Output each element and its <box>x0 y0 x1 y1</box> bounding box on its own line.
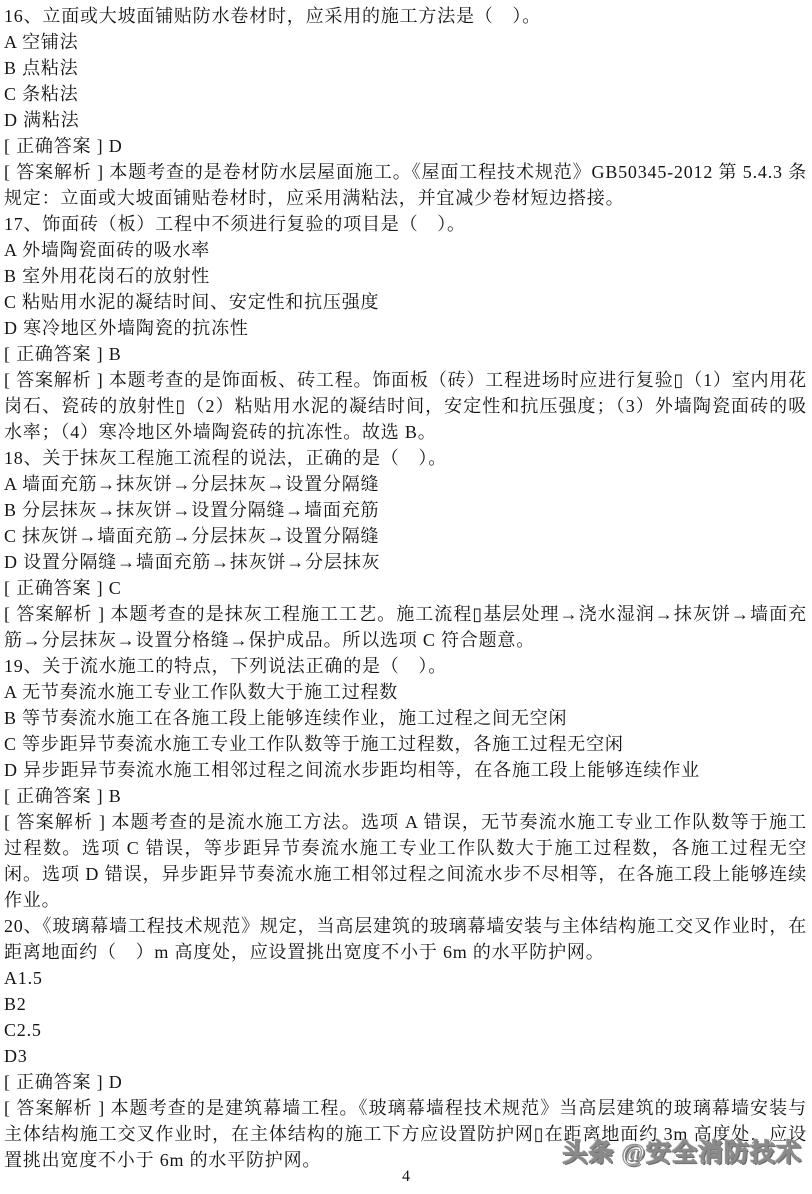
option-b: B 分层抹灰→抹灰饼→设置分隔缝→墙面充筋 <box>4 500 380 520</box>
question-block-18 <box>4 445 807 653</box>
option-a: A 空铺法 <box>4 32 79 52</box>
option-b: B 点粘法 <box>4 58 79 78</box>
option-a: A1.5 <box>4 968 43 988</box>
toutiao-watermark: 头条 @安全消防技术 <box>562 1140 802 1167</box>
option-d: D 满粘法 <box>4 110 80 130</box>
option-c: C 抹灰饼→墙面充筋→分层抹灰→设置分隔缝 <box>4 526 380 546</box>
correct-answer-line: [ 正确答案 ] B <box>4 344 122 364</box>
answer-analysis: [ 答案解析 ] 本题考查的是卷材防水层屋面施工。《屋面工程技术规范》GB50345-2012 第 5.4.3 条规定：立面或大坡面铺贴卷材时，应采用满粘法，并宜减少卷材短边搭接。 <box>4 162 807 208</box>
question-stem: 16、立面或大坡面铺贴防水卷材时，应采用的施工方法是（ ）。 <box>4 6 541 26</box>
correct-answer-line: [ 正确答案 ] D <box>4 136 123 156</box>
question-stem: 18、关于抹灰工程施工流程的说法，正确的是（ ）。 <box>4 448 447 468</box>
correct-answer-line: [ 正确答案 ] D <box>4 1072 123 1092</box>
option-a: A 外墙陶瓷面砖的吸水率 <box>4 240 211 260</box>
correct-answer-line: [ 正确答案 ] C <box>4 578 122 598</box>
option-c: C 粘贴用水泥的凝结时间、安定性和抗压强度 <box>4 292 380 312</box>
option-a: A 墙面充筋→抹灰饼→分层抹灰→设置分隔缝 <box>4 474 380 494</box>
option-b: B2 <box>4 994 27 1014</box>
question-block-17 <box>4 211 807 445</box>
question-stem: 17、饰面砖（板）工程中不须进行复验的项目是（ ）。 <box>4 214 466 234</box>
question-block-16 <box>4 3 807 211</box>
option-c: C 等步距异节奏流水施工专业工作队数等于施工过程数，各施工过程无空闲 <box>4 734 624 754</box>
question-stem: 20、《玻璃幕墙工程技术规范》规定，当高层建筑的玻璃幕墙安装与主体结构施工交叉作业时，在距离地面约（ ）m 高度处，应设置挑出宽度不小于 6m 的水平防护网。 <box>4 916 807 962</box>
answer-analysis: [ 答案解析 ] 本题考查的是流水施工方法。选项 A 错误，无节奏流水施工专业工作队数等于施工过程数。选项 C 错误，等步距异节奏流水施工专业工作队数大于施工过程数，各施工过程无空闲。选项 D 错误，异步距异节奏流水施工相邻过程之间流水步不尽相等，在各施工段上能够连续作业。 <box>4 812 807 910</box>
page-number: 4 <box>402 1168 410 1185</box>
option-d: D 异步距异节奏流水施工相邻过程之间流水步距均相等，在各施工段上能够连续作业 <box>4 760 700 780</box>
option-d: D 设置分隔缝→墙面充筋→抹灰饼→分层抹灰 <box>4 552 381 572</box>
question-stem: 19、关于流水施工的特点，下列说法正确的是（ ）。 <box>4 656 447 676</box>
option-c: C2.5 <box>4 1020 42 1040</box>
answer-analysis: [ 答案解析 ] 本题考查的是建筑幕墙工程。《玻璃幕墙程技术规范》当高层建筑的玻璃幕墙安装与主体结构施工交叉作业时，在主体结构的施工下方应设置防护网▯在距离地面约 3m 高度处，应设置挑出宽度不小于 6m 的水平防护网。 <box>4 1098 807 1170</box>
option-d: D 寒冷地区外墙陶瓷的抗冻性 <box>4 318 249 338</box>
option-b: B 室外用花岗石的放射性 <box>4 266 211 286</box>
answer-analysis: [ 答案解析 ] 本题考查的是饰面板、砖工程。饰面板（砖）工程进场时应进行复验▯（1）室内用花岗石、瓷砖的放射性▯（2）粘贴用水泥的凝结时间，安定性和抗压强度；（3）外墙陶瓷面砖的吸水率；（4）寒冷地区外墙陶瓷砖的抗冻性。故选 B。 <box>4 370 807 442</box>
question-block-19 <box>4 653 807 913</box>
option-b: B 等节奏流水施工在各施工段上能够连续作业，施工过程之间无空闲 <box>4 708 568 728</box>
option-d: D3 <box>4 1046 28 1066</box>
answer-analysis: [ 答案解析 ] 本题考查的是抹灰工程施工工艺。施工流程▯基层处理→浇水湿润→抹灰饼→墙面充筋→分层抹灰→设置分格缝→保护成品。所以选项 C 符合题意。 <box>4 604 807 650</box>
correct-answer-line: [ 正确答案 ] B <box>4 786 122 806</box>
option-a: A 无节奏流水施工专业工作队数大于施工过程数 <box>4 682 399 702</box>
option-c: C 条粘法 <box>4 84 79 104</box>
